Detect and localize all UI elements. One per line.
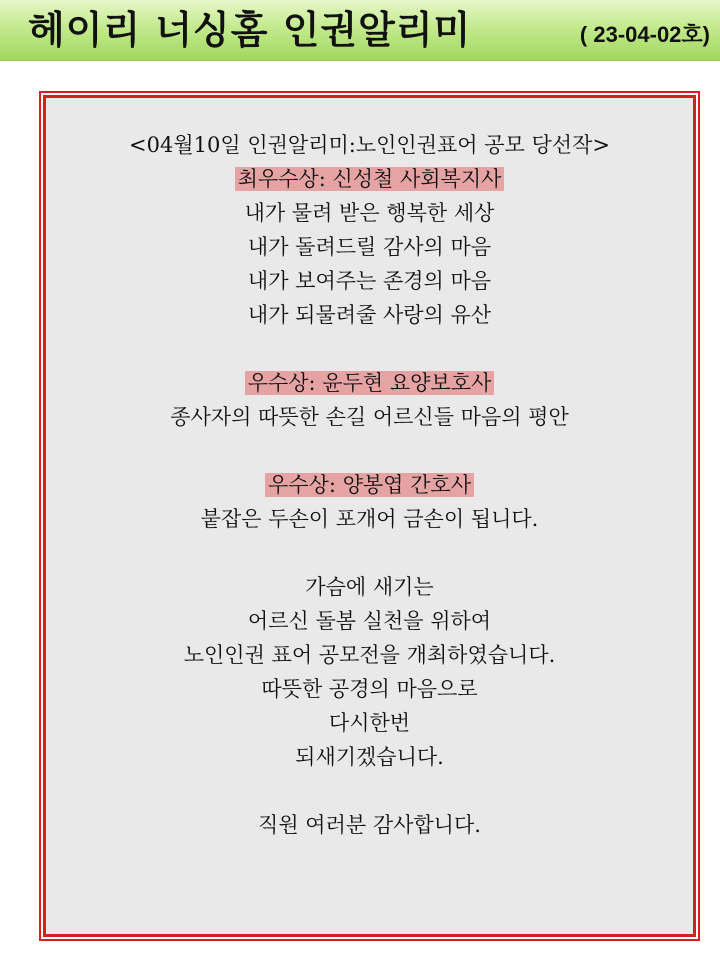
newsletter-title: 헤이리 너싱홈 인권알리미	[28, 8, 472, 52]
header-banner	[0, 0, 720, 61]
excellence-award-1	[46, 366, 693, 400]
closing-line: 따뜻한 공경의 마음으로	[261, 677, 478, 701]
thanks-line: 직원 여러분 감사합니다.	[258, 813, 481, 837]
excellence-award-2	[46, 468, 693, 502]
grand-prize-label: 최우수상: 신성철 사회복지사	[235, 167, 505, 191]
slogan-line: 내가 돌려드릴 감사의 마음	[247, 235, 492, 259]
spacer	[46, 332, 693, 366]
spacer	[46, 536, 693, 570]
closing-line: 되새기겠습니다.	[295, 745, 444, 769]
closing-line: 가슴에 새기는	[305, 575, 434, 599]
grand-prize-award	[46, 162, 693, 196]
slogan-line: 내가 보여주는 존경의 마음	[247, 269, 492, 293]
notice-content	[46, 128, 693, 842]
slogan-line: 내가 되물려줄 사랑의 유산	[247, 303, 492, 327]
spacer	[46, 774, 693, 808]
notice-panel	[43, 95, 696, 937]
closing-line: 다시한번	[328, 711, 411, 735]
closing-line: 노인인권 표어 공모전을 개최하였습니다.	[183, 643, 556, 667]
slogan-line: 붙잡은 두손이 포개어 금손이 됩니다.	[200, 507, 539, 531]
issue-number: ( 23-04-02호)	[579, 22, 710, 47]
excellence-label-1: 우수상: 윤두현 요양보호사	[245, 371, 495, 395]
spacer	[46, 434, 693, 468]
slogan-line: 종사자의 따뜻한 손길 어르신들 마음의 평안	[170, 405, 569, 429]
excellence-label-2: 우수상: 양봉엽 간호사	[265, 473, 474, 497]
closing-line: 어르신 돌봄 실천을 위하여	[247, 609, 492, 633]
slogan-line: 내가 물려 받은 행복한 세상	[244, 201, 495, 225]
notice-heading: <04월10일 인권알리미:노인인권표어 공모 당선작>	[129, 133, 610, 157]
notice-frame	[39, 91, 700, 941]
